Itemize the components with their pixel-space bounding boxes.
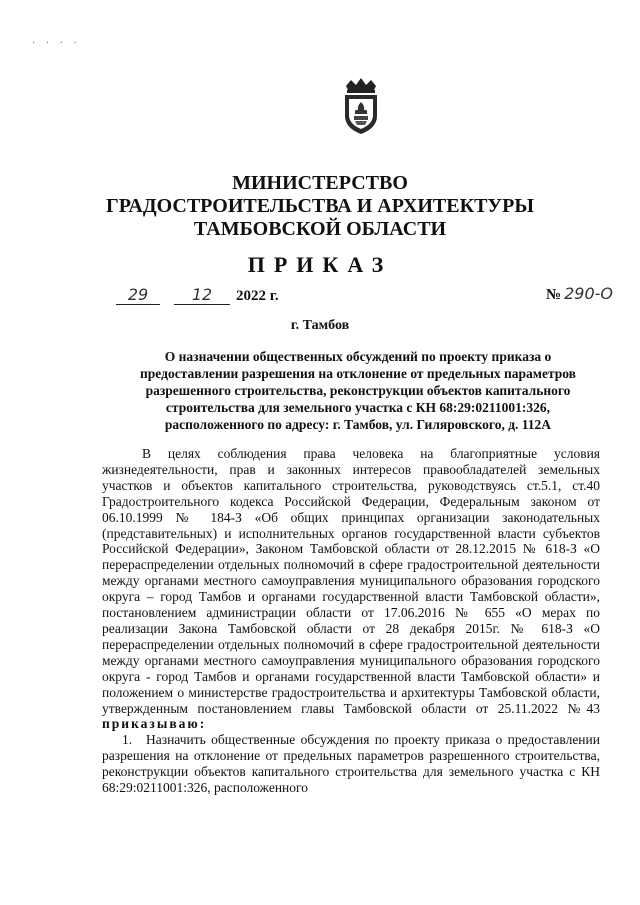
subject-line: О назначении общественных обсуждений по проекту приказа о xyxy=(164,349,552,364)
order-subject xyxy=(128,348,588,433)
order-keyword: приказываю: xyxy=(102,716,207,732)
item-text: Назначить общественные обсуждения по проекту приказа о предоставлении разрешения на отклонение от предельных параметров разрешенного строительства, реконструкции объектов капитального строительства для земельного участка с КН 68:29:0211001:326, расположенного xyxy=(102,732,600,796)
ministry-line-1: МИНИСТЕРСТВО xyxy=(232,172,408,194)
subject-line: предоставлении разрешения на отклонение от предельных параметров xyxy=(140,366,576,381)
preamble-text: В целях соблюдения права человека на благоприятные условия жизнедеятельности, прав и законных интересов правообладателей земельных участков и объектов капитального строительства, руководствуясь ст.5.1, ст.40 Градостроительного кодекса Российской Федерации, Федеральным законом от 06.10.1999 № 184-З «Об общих принципах организации законодательных (представительных) и исполнительных органов государственной власти субъектов Российской Федерации», Законом Тамбовской области от 28.12.2015 № 618-З «О перераспределении отдельных полномочий в сфере градостроительной деятельности между органами местного самоуправления муниципального образования городского округа – город Тамбов и органами государственной власти Тамбовской области», постановлением администрации области от 17.06.2016 № 655 «О мерах по реализации Закона Тамбовской области от 28 декабря 2015г. № 618-З «О перераспределении отдельных полномочий в сфере градостроительной деятельности между органами местного самоуправления муниципального образования городского округа - город Тамбов и органами государственной власти Тамбовской области» и положением о министерстве градостроительства и архитектуры Тамбовской области, утвержденным постановлением главы Тамбовской области от 25.11.2022 №43 xyxy=(102,446,600,716)
subject-line: строительства для земельного участка с КН 68:29:0211001:326, xyxy=(165,400,551,415)
document-type-title: ПРИКАЗ xyxy=(247,252,393,277)
ministry-line-3: ТАМБОВСКОЙ ОБЛАСТИ xyxy=(193,218,447,240)
order-body xyxy=(102,446,600,796)
tambov-coat-of-arms-icon xyxy=(338,76,384,136)
item-number: 1. xyxy=(122,732,133,748)
subject-line: расположенного по адресу: г. Тамбов, ул. Гиляровского, д. 112А xyxy=(164,417,552,432)
city-line: г. Тамбов xyxy=(290,318,350,333)
handwritten-day: 29 xyxy=(116,286,160,305)
number-sign: № xyxy=(546,287,562,303)
order-number xyxy=(546,284,613,304)
order-date xyxy=(116,286,279,308)
ministry-name xyxy=(100,172,540,241)
ministry-line-2: ГРАДОСТРОИТЕЛЬСТВА И АРХИТЕКТУРЫ xyxy=(106,195,534,217)
scan-artifact-marks: · · · · xyxy=(32,38,81,49)
preamble-paragraph xyxy=(102,446,600,732)
order-item-1 xyxy=(102,732,600,796)
subject-line: разрешенного строительства, реконструкции объектов капитального xyxy=(145,383,571,398)
handwritten-month: 12 xyxy=(174,286,230,305)
handwritten-number: 290-О xyxy=(564,284,613,303)
printed-year: 2022 г. xyxy=(236,288,279,304)
